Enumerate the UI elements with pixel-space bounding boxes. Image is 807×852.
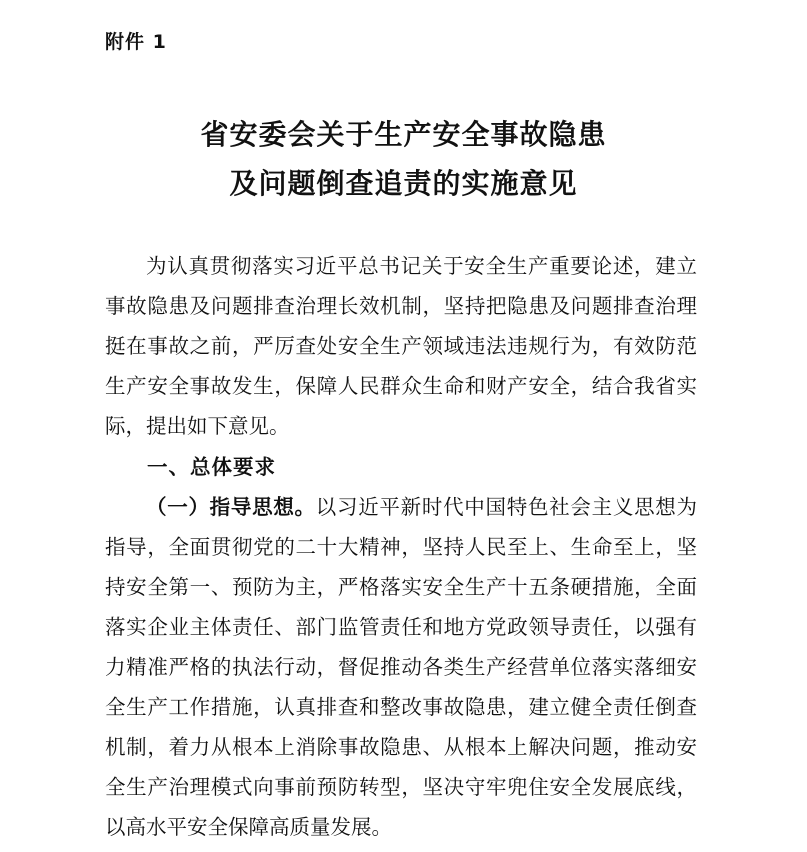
attachment-label: 附件 1 bbox=[105, 31, 167, 53]
subsection-lead: （一）指导思想。 bbox=[146, 495, 316, 519]
guiding-ideology-paragraph bbox=[105, 487, 697, 847]
section-heading-general-requirements: 一、总体要求 bbox=[147, 455, 276, 479]
document-title-line-1: 省安委会关于生产安全事故隐患 bbox=[200, 118, 607, 151]
intro-paragraph: 为认真贯彻落实习近平总书记关于安全生产重要论述，建立事故隐患及问题排查治理长效机制，坚持把隐患及问题排查治理挺在事故之前，严厉查处安全生产领域违法违规行为，有效防范生产安全事故发生，保障人民群众生命和财产安全，结合我省实际，提出如下意见。 bbox=[105, 254, 697, 438]
subsection-text: 以习近平新时代中国特色社会主义思想为指导，全面贯彻党的二十大精神，坚持人民至上、生命至上，坚持安全第一、预防为主，严格落实安全生产十五条硬措施，全面落实企业主体责任、部门监管责任和地方党政领导责任，以强有力精准严格的执法行动，督促推动各类生产经营单位落实落细安全生产工作措施，认真排查和整改事故隐患，建立健全责任倒查机制，着力从根本上消除事故隐患、从根本上解决问题，推动安全生产治理模式向事前预防转型，坚决守牢兜住安全发展底线，以高水平安全保障高质量发展。 bbox=[105, 495, 698, 839]
document-title-line-2: 及问题倒查追责的实施意见 bbox=[229, 167, 578, 200]
